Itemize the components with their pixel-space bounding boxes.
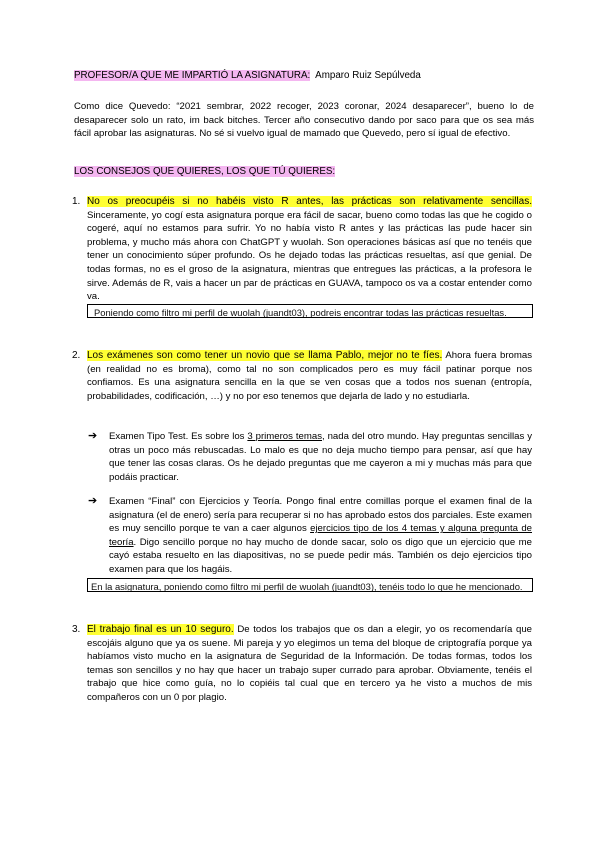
professor-label: PROFESOR/A QUE ME IMPARTIÓ LA ASIGNATURA: — [74, 70, 311, 81]
advice-item-3 — [87, 623, 532, 705]
advice-item-1 — [87, 195, 532, 304]
cut-banner: Poniendo como filtro mi perfil de wuolah (juandt03), podreis encontrar todas las prácticas resueltas. — [87, 304, 533, 318]
item-highlight: Los exámenes son como tener un novio que se llama Pablo, mejor no te fíes. — [87, 350, 443, 361]
arrow-bullet-icon: ➔ — [88, 495, 98, 507]
item-number: 1. — [72, 196, 81, 207]
subitem-final-exam: Examen “Final” con Ejercicios y Teoría. Pongo final entre comillas porque el examen final de la asignatura (el de enero) sería para recuperar si no has aprobado estos dos parciales. Este examen es muy sencillo porque te van a caer algunos ejercicios tipo de los 4 temas y alguna pregunta de teoría. Digo sencillo porque no hay mucho de donde sacar, solo os digo que un ejercicio que me cayó estaba resuelto en las diapositivas, no se puede pedir más. También os dejo ejercicios tipo examen para que los hagáis. — [109, 496, 532, 575]
item-highlight: No os preocupéis si no habéis visto R antes, las prácticas son relativamente sencillas. — [87, 196, 532, 207]
cut-banner: En la asignatura, poniendo como filtro mi perfil de wuolah (juandt03), tenéis todo lo que he mencionado. — [87, 578, 533, 592]
arrow-bullet-icon: ➔ — [88, 430, 98, 442]
item-number: 3. — [72, 624, 81, 635]
item-highlight: El trabajo final es un 10 seguro. — [87, 624, 234, 635]
advice-section-title: LOS CONSEJOS QUE QUIERES, LOS QUE TÚ QUIERES: — [74, 166, 336, 177]
subitem-test-exam: Examen Tipo Test. Es sobre los 3 primeros temas, nada del otro mundo. Hay preguntas sencillas y otras un poco más rebuscadas. Lo malo es que no deja mucho tiempo para pensar, así que hay que tener las cosas claras. Os he dejado preguntas que me cayeron a mi y muchas más para que podáis practicar. — [109, 431, 532, 483]
intro-paragraph: Como dice Quevedo: “2021 sembrar, 2022 recoger, 2023 coronar, 2024 desaparecer”, bueno lo de desaparecer solo un rato, im back bitches. Tercer año consecutivo dando por saco para que os sea más fácil aprobar las asignaturas. No sé si vuelvo igual de mamado que Quevedo, pero sí igual de efectivo. — [74, 101, 534, 140]
professor-name: Amparo Ruiz Sepúlveda — [315, 70, 421, 81]
item-text: De todos los trabajos que os dan a elegir, yo os recomendaría que escojáis alguno que ya os suene. Mi pareja y yo elegimos un tema del bloque de criptografía porque ya habíamos visto mucho en la asignatura de Seguridad de la Información. De todas formas, todos los temas son sencillos y no hay que hacer un trabajo super currado para aprobar. Obviamente, tenéis el trabajo que hice como guía, no lo copiéis tal cual que en tercero ya he visto a muchos de mis compañeros con un 0 por plagio. — [87, 624, 532, 703]
advice-item-2 — [87, 349, 532, 403]
item-text: Sinceramente, yo cogí esta asignatura porque era fácil de sacar, bueno como todas las que he cogido o cogeré, aquí no estamos para sufrir. Yo no había visto R antes y las prácticas las pude hacer sin problema, y mucho más ahora con ChatGPT y wuolah. Son operaciones básicas así que no tenéis que tener un conocimiento súper profundo. Os he dejado todas las prácticas resueltas, así que genial. De todas formas, no es el groso de la asignatura, mientras que entregues las prácticas, a la profesora le sirve. Además de R, vais a hacer un par de prácticas en GUAVA, tampoco os va a costar entender como va. — [87, 209, 532, 303]
professor-header — [74, 69, 544, 83]
item-number: 2. — [72, 350, 81, 361]
item-text: Ahora fuera bromas (en realidad no es broma), como tal no son complicados pero es muy fácil patinar porque nos confiamos. Es una asignatura sencilla en la que se ven cosas que a todos nos suenan (entropía, probabilidades, codificación, …) y no por eso tenemos que dejarla de lado y no estudiarla. — [87, 350, 532, 402]
